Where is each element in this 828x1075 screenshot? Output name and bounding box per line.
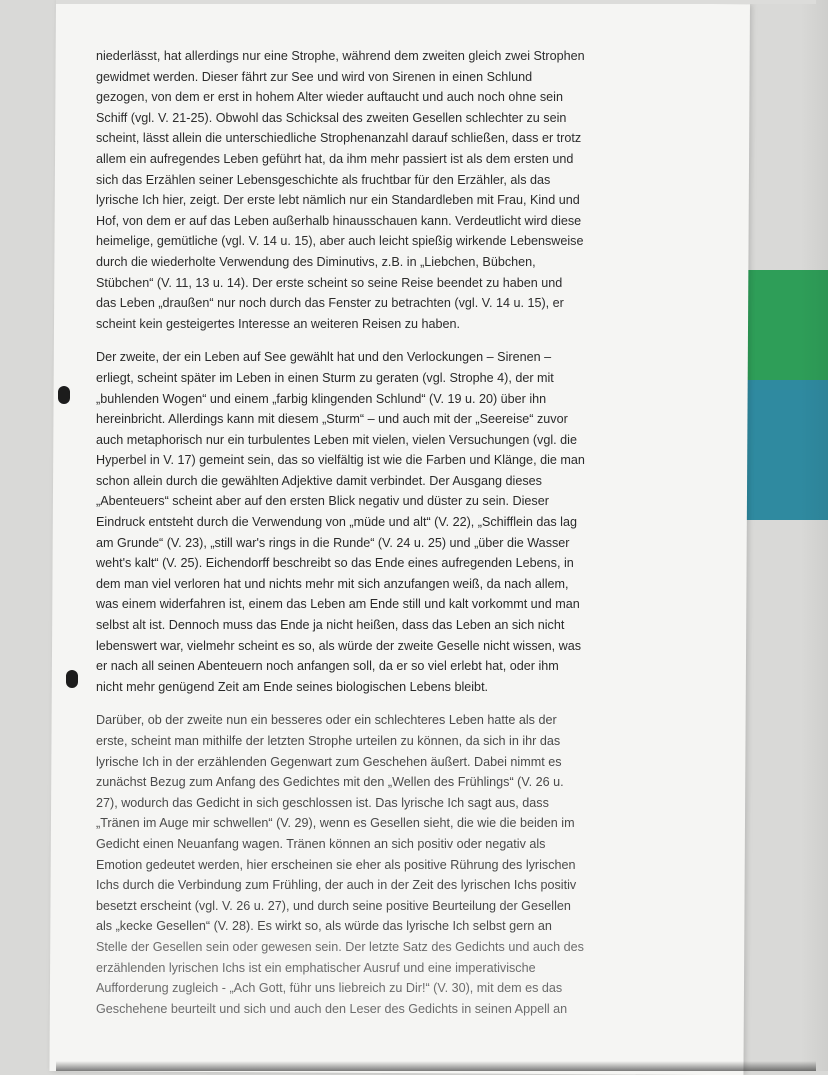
text-line: Emotion gedeutet werden, hier erscheinen sie eher als positive Rührung des lyrischen [96,857,576,872]
text-line: heimelige, gemütliche (vgl. V. 14 u. 15), aber auch leicht spießig wirkende Lebensweise [96,234,584,249]
document-body [96,46,686,1032]
background-shadow [800,0,828,1071]
text-line: Eindruck entsteht durch die Verwendung von „müde und alt“ (V. 22), „Schifflein das lag [96,515,577,530]
text-line: durch die wiederholte Verwendung des Diminutivs, z.B. in „Liebchen, Bübchen, [96,254,536,269]
text-line: gewidmet werden. Dieser fährt zur See und wird von Sirenen in einen Schlund [96,69,533,84]
text-line: „buhlenden Wogen“ und einem „farbig klingenden Schlund“ (V. 19 u. 20) über ihn [96,391,547,406]
text-line: gezogen, von dem er erst in hohem Alter wieder auftaucht und auch noch ohne sein [96,90,563,105]
text-line: hereinbricht. Allerdings kann mit diesem „Sturm“ – und auch mit der „Seereise“ zuvor [96,412,568,427]
text-line: er nach all seinen Abenteuern noch anfangen soll, da er so viel erlebt hat, oder ihm [96,659,559,674]
text-line: selbst alt ist. Dennoch muss das Ende ja nicht heißen, dass das Leben an sich nicht [96,618,565,633]
text-line: Der zweite, der ein Leben auf See gewählt hat und den Verlockungen – Sirenen – [96,350,552,365]
text-line: lyrische Ich in der erzählenden Gegenwart zum Geschehen äußert. Dabei nimmt es [96,754,562,769]
text-line: niederlässt, hat allerdings nur eine Strophe, während dem zweiten gleich zwei Strophen [96,49,585,63]
text-line: Geschehene beurteilt und sich und auch den Leser des Gedichts in seinen Appell an [96,1001,568,1016]
text-line: Aufforderung zugleich - „Ach Gott, führ uns liebreich zu Dir!“ (V. 30), mit dem es das [96,981,563,996]
text-line: weht's kalt“ (V. 25). Eichendorff beschreibt so das Ende eines aufregenden Lebens, in [96,556,574,571]
paragraph-first-companion [96,46,686,334]
paragraph-second-companion [96,347,686,697]
text-line: „Abenteuers“ scheint aber auf den ersten Blick negativ und düster zu sein. Dieser [96,494,549,509]
text-line: erzählenden lyrischen Ichs ist ein emphatischer Ausruf und eine imperativische [96,960,536,975]
text-line: scheint, lässt allein die unterschiedliche Strophenanzahl darauf schließen, dass er trotz [96,131,582,146]
text-line: Darüber, ob der zweite nun ein besseres oder ein schlechteres Leben hatte als der [96,713,557,728]
text-line: Ichs durch die Verbindung zum Frühling, der auch in der Zeit des lyrischen Ichs positiv [96,878,577,893]
text-line: Schiff (vgl. V. 21-25). Obwohl das Schicksal des zweiten Gesellen schlechter zu sein [96,110,567,125]
text-line: Gedicht einen Neuanfang wagen. Tränen können an sich positiv oder negativ als [96,836,546,851]
text-line: Stelle der Gesellen sein oder gewesen sein. Der letzte Satz des Gedichts und auch des [96,939,584,954]
text-line: dem man viel verloren hat und nichts mehr mit sich anzufangen weiß, da nach allem, [96,576,569,591]
text-line: erste, scheint man mithilfe der letzten Strophe urteilen zu können, da sich in ihr das [96,734,561,748]
text-line: lebenswert war, vielmehr scheint es so, als würde der zweite Geselle nicht wissen, was [96,638,582,653]
paper-bottom-shadow [56,1061,816,1071]
text-line: lyrische Ich hier, zeigt. Der erste lebt nämlich nur ein Standardleben mit Frau, Kind und [96,193,580,208]
text-line: Hof, von dem er auf das Leben außerhalb hinausschauen kann. Verdeutlicht wird diese [96,213,582,228]
text-line: nicht mehr genügend Zeit am Ende seines biologischen Lebens bleibt. [96,679,489,694]
text-line: Hyperbel in V. 17) gemeint sein, das so vielfältig ist wie die Farben und Klänge, die man [96,453,585,468]
text-line: Stübchen“ (V. 11, 13 u. 14). Der erste scheint so seine Reise beendet zu haben und [96,275,563,290]
text-line: das Leben „draußen“ nur noch durch das Fenster zu betrachten (vgl. V. 14 u. 15), er [96,296,564,311]
text-line: was einem widerfahren ist, einem das Leben am Ende still und kalt vorkommt und man [96,597,580,612]
text-line: erliegt, scheint später im Leben in einen Sturm zu geraten (vgl. Strophe 4), der mit [96,370,554,385]
text-line: „Tränen im Auge mir schwellen“ (V. 29), wenn es Gesellen sieht, die wie die beiden im [96,816,575,831]
paper-top-edge [56,0,816,4]
text-line: als „kecke Gesellen“ (V. 28). Es wirkt so, als würde das lyrische Ich selbst gern an [96,919,552,934]
text-line: zunächst Bezug zum Anfang des Gedichtes mit den „Wellen des Frühlings“ (V. 26 u. [96,775,564,790]
punch-hole-upper [58,386,70,404]
text-line: am Grunde“ (V. 23), „still war's rings in die Runde“ (V. 24 u. 25) und „über die Wasser [96,535,570,550]
text-line: scheint kein gesteigertes Interesse an weiteren Reisen zu haben. [96,316,461,331]
text-line: schon allein durch die gewählten Adjektive damit verbindet. Der Ausgang dieses [96,473,542,488]
paragraph-final-stanza [96,710,686,1019]
punch-hole-lower [66,670,78,688]
text-line: auch metaphorisch nur ein turbulentes Leben mit vielen, vielen Versuchungen (vgl. die [96,432,577,447]
text-line: 27), wodurch das Gedicht in sich geschlossen ist. Das lyrische Ich sagt aus, dass [96,795,549,810]
text-line: allem ein aufregendes Leben geführt hat, da ihm mehr passiert ist als dem ersten und [96,151,574,166]
text-line: besetzt erscheint (vgl. V. 26 u. 27), und durch seine positive Beurteilung der Gesellen [96,898,571,913]
text-line: sich das Erzählen seiner Lebensgeschichte als fruchtbar für den Erzähler, als das [96,172,551,187]
